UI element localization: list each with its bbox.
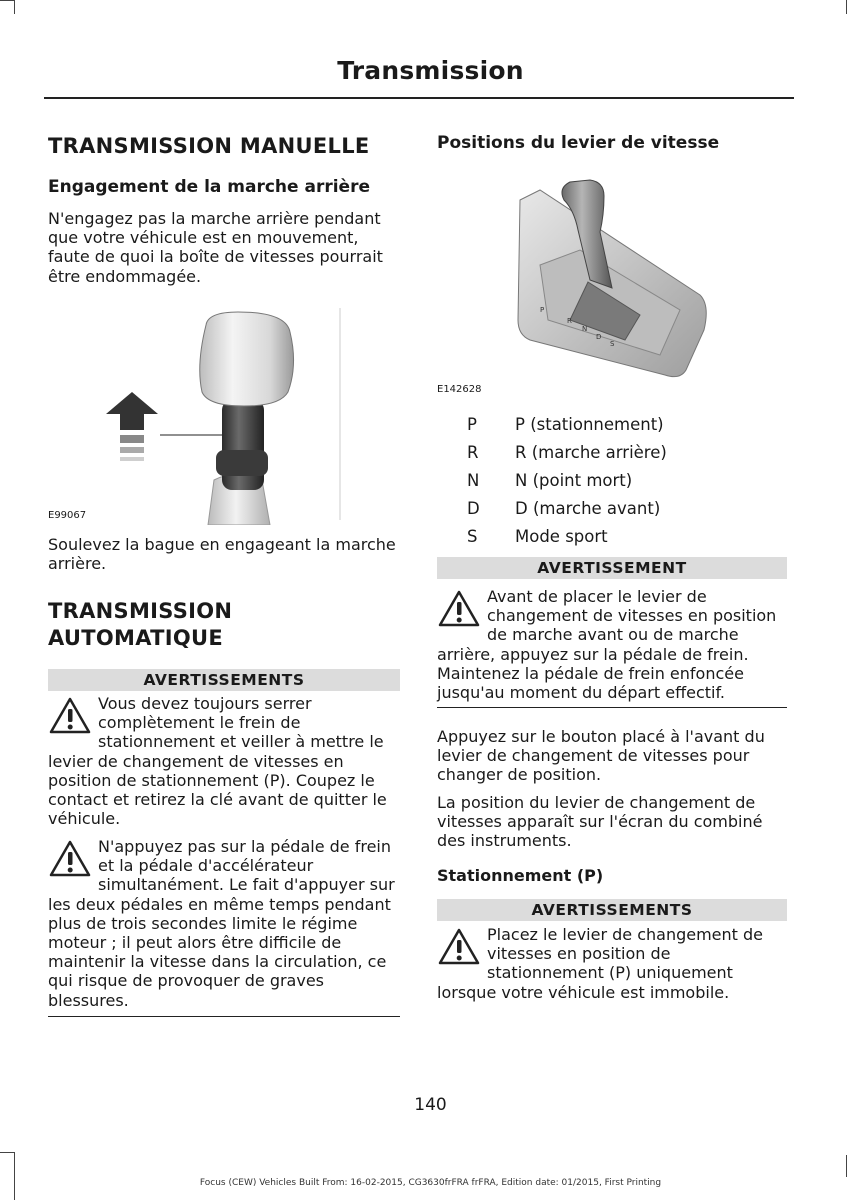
- parking-brake-warning-text: Vous devez toujours serrer complètement le frein de stationnement et veiller à mettre le levier de changement de vitesses en position de stationnement (P). Coupez le contact et retirez la clé avant de quitter le véhicule.: [48, 694, 387, 829]
- automatic-transmission-heading: TRANSMISSION AUTOMATIQUE: [48, 599, 233, 650]
- gear-selector-illustration: [500, 170, 720, 385]
- position-key: R: [467, 443, 479, 462]
- parking-warnings-title-bar: AVERTISSEMENTS: [437, 899, 787, 921]
- gate-letter-n: N: [582, 325, 588, 333]
- gate-letter-p: P: [540, 306, 545, 314]
- crop-mark: [14, 0, 15, 14]
- brake-pedal-warning: [437, 587, 787, 702]
- manual-transmission-heading: TRANSMISSION MANUELLE: [48, 134, 370, 158]
- warning-triangle-icon: [48, 696, 92, 736]
- warning-end-rule: [437, 707, 787, 708]
- crop-mark: [0, 0, 14, 1]
- selector-image-code: E142628: [437, 384, 482, 395]
- warnings-end-rule: [48, 1016, 400, 1017]
- edition-footer: Focus (CEW) Vehicles Built From: 16-02-2015, CG3630frFRA frFRA, Edition date: 01/2015, First Printing: [199, 1178, 662, 1188]
- position-list: [437, 415, 787, 555]
- parking-brake-warning: [48, 694, 400, 828]
- position-key: P: [467, 415, 477, 434]
- crop-mark: [846, 0, 847, 14]
- up-arrow-icon: [106, 392, 158, 461]
- position-label: P (stationnement): [515, 415, 664, 434]
- gate-letter-d: D: [596, 333, 602, 341]
- manual-image-code: E99067: [48, 510, 87, 521]
- button-instruction: Appuyez sur le bouton placé à l'avant du levier de changement de vitesses pour changer de position.: [437, 727, 765, 785]
- page-number: 140: [414, 1095, 447, 1115]
- gate-letter-r: R: [567, 317, 572, 325]
- warning-triangle-icon: [437, 589, 481, 629]
- page-title: Transmission: [337, 56, 524, 85]
- position-key: S: [467, 527, 478, 546]
- brake-pedal-warning-text: Avant de placer le levier de changement de vitesses en position de marche avant ou de marche arrière, appuyez sur la pédale de frein. Maintenez la pédale de frein enfoncée jusqu'au moment du départ effectif.: [437, 587, 777, 703]
- crop-mark: [846, 1155, 847, 1177]
- parking-warning: [437, 925, 787, 1002]
- selector-positions-heading: Positions du levier de vitesse: [437, 133, 720, 153]
- position-key: N: [467, 471, 480, 490]
- warning-triangle-icon: [437, 927, 481, 967]
- parking-heading: Stationnement (P): [437, 866, 604, 885]
- crop-mark: [14, 1152, 15, 1200]
- crop-mark: [0, 1152, 14, 1153]
- gate-letter-s: S: [610, 340, 615, 348]
- pedal-warning-text: N'appuyez pas sur la pédale de frein et la pédale d'accélérateur simultanément. Le fait d'appuyer sur les deux pédales en même temps pendant plus de trois secondes limite le régime moteur ; il peut alors être difficile de maintenir la vitesse dans la circulation, ce qui risque de provoquer de graves blessures.: [48, 837, 395, 1010]
- warning-triangle-icon: [48, 839, 92, 879]
- pedal-warning: [48, 837, 400, 1010]
- position-label: Mode sport: [515, 527, 608, 546]
- warnings-title-bar: AVERTISSEMENTS: [48, 669, 400, 691]
- reverse-gear-intro: N'engagez pas la marche arrière pendant que votre véhicule est en mouvement, faute de quoi la boîte de vitesses pourrait être endommagée.: [48, 209, 383, 286]
- position-label: R (marche arrière): [515, 443, 667, 462]
- position-key: D: [467, 499, 480, 518]
- header-divider: [44, 97, 794, 99]
- reverse-gear-subheading: Engagement de la marche arrière: [48, 177, 370, 197]
- parking-warning-text: Placez le levier de changement de vitesses en position de stationnement (P) uniquement lorsque votre véhicule est immobile.: [437, 925, 764, 1002]
- reverse-caption: Soulevez la bague en engageant la marche arrière.: [48, 535, 396, 574]
- warning-title-bar: AVERTISSEMENT: [437, 557, 787, 579]
- position-label: D (marche avant): [515, 499, 661, 518]
- display-instruction: La position du levier de changement de vitesses apparaît sur l'écran du combiné des instruments.: [437, 793, 763, 851]
- position-label: N (point mort): [515, 471, 633, 490]
- gear-knob-illustration: [48, 300, 348, 525]
